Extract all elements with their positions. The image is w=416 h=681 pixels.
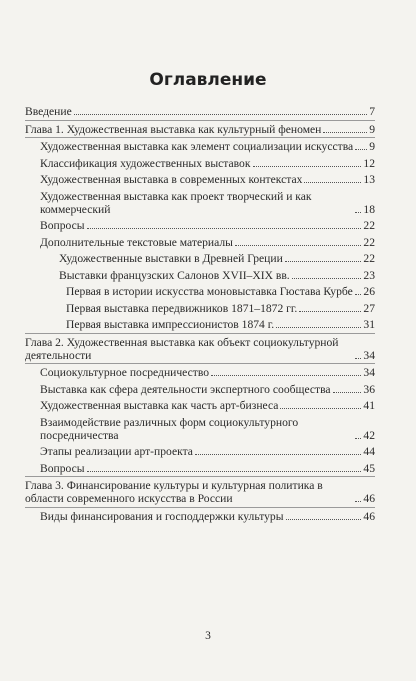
toc-dot-leader [355, 501, 361, 502]
toc-entry-title: Этапы реализации арт-проекта [40, 445, 193, 458]
toc-dot-leader [323, 132, 367, 133]
toc-entry [25, 476, 375, 507]
toc-entry-title: Глава 1. Художественная выставка как культурный феномен [25, 122, 322, 136]
toc-dot-leader [299, 311, 361, 312]
toc-entry-page: 9 [369, 122, 375, 136]
toc-dot-leader [355, 212, 361, 213]
toc-dot-leader [87, 228, 362, 229]
toc-dot-leader [285, 261, 362, 262]
toc-entry-page: 41 [363, 399, 375, 412]
toc-entry [25, 397, 375, 414]
toc-entry-title: Взаимодействие различных форм социокультурного посредничества [40, 415, 299, 442]
toc-dot-leader [253, 166, 362, 167]
toc-entry-page: 22 [363, 252, 375, 265]
toc-dot-leader [355, 438, 361, 439]
toc-entry-title: Социокультурное посредничество [40, 366, 210, 379]
toc-entry [25, 316, 375, 333]
toc-entry-title: Художественная выставка в современных контекстах [40, 173, 303, 186]
toc-entry-page: 18 [363, 202, 375, 216]
toc-entry [25, 283, 375, 300]
toc-entry [25, 137, 375, 155]
toc-dot-leader [292, 278, 362, 279]
toc-entry-title: Вопросы [40, 461, 85, 475]
toc-entry-page: 31 [363, 318, 375, 331]
toc-entry-title: Вопросы [40, 219, 85, 232]
toc-entry-title: Введение [25, 105, 72, 118]
toc-entry-page: 9 [369, 140, 375, 153]
toc-entry-title: Первая выставка передвижников 1871–1872 гг. [66, 301, 298, 315]
page-title: Оглавление [149, 70, 267, 90]
toc-entry-title: Виды финансирования и господдержки культуры [40, 509, 284, 523]
toc-entry-page: 42 [363, 428, 375, 442]
toc-entry-page: 46 [363, 509, 375, 523]
toc-dot-leader [333, 392, 362, 393]
toc-entry-page: 44 [363, 445, 375, 458]
toc-entry-page: 46 [363, 492, 375, 505]
toc-entry [25, 333, 375, 364]
toc-entry-page: 27 [363, 301, 375, 315]
page-number: 3 [205, 630, 211, 642]
toc-entry-page: 13 [363, 173, 375, 186]
toc-dot-leader [355, 358, 361, 359]
toc-dot-leader [304, 182, 361, 183]
toc-entry-title: Глава 2. Художественная выставка как объект социокультурной деятельности [25, 335, 339, 362]
toc-entry-title: Дополнительные текстовые материалы [40, 235, 233, 249]
toc-dot-leader [355, 149, 367, 150]
toc-entry-title: Первая в истории искусства моновыставка Гюстава Курбе [66, 285, 353, 298]
toc-entry-title: Выставки французских Салонов XVII–XIX вв. [59, 268, 290, 282]
toc-entry [25, 443, 375, 460]
toc-dot-leader [235, 245, 361, 246]
toc-entry-page: 36 [363, 382, 375, 396]
toc-dot-leader [87, 471, 362, 472]
toc-dot-leader [286, 519, 362, 520]
toc-dot-leader [355, 294, 362, 295]
toc-entry [25, 120, 375, 138]
toc-entry-title: Художественная выставка как элемент социализации искусства [40, 140, 354, 153]
toc-entry [25, 171, 375, 188]
toc-entry [25, 300, 375, 317]
toc-entry [25, 507, 375, 525]
toc-entry [25, 103, 375, 120]
toc-entry-page: 12 [363, 156, 375, 170]
toc-entry [25, 363, 375, 381]
toc-entry [25, 460, 375, 477]
toc-entry-page: 22 [363, 219, 375, 232]
toc-entry [25, 250, 375, 267]
toc-entry-title: Художественная выставка как проект творческий и как коммерческий [40, 189, 312, 216]
toc-dot-leader [276, 327, 361, 328]
toc-entry [25, 217, 375, 234]
toc-entry-page: 22 [363, 235, 375, 249]
toc-entry [25, 414, 375, 444]
toc-entry [25, 381, 375, 398]
toc-dot-leader [211, 375, 361, 376]
toc-entry-title: Художественная выставка как часть арт-бизнеса [40, 399, 279, 412]
toc-dot-leader [280, 408, 361, 409]
toc-dot-leader [195, 454, 361, 455]
table-of-contents [25, 103, 375, 524]
toc-entry-title: Выставка как сфера деятельности экспертного сообщества [40, 382, 331, 396]
toc-entry-page: 34 [363, 348, 375, 362]
toc-entry [25, 155, 375, 172]
toc-dot-leader [74, 114, 367, 115]
toc-entry-title: Глава 3. Финансирование культуры и культурная политика в области современного искусства в России [25, 479, 323, 505]
toc-entry-page: 7 [369, 105, 375, 118]
toc-entry-page: 45 [363, 461, 375, 475]
toc-entry [25, 234, 375, 251]
toc-entry-title: Классификация художественных выставок [40, 156, 251, 170]
toc-entry [25, 188, 375, 218]
toc-entry-title: Художественные выставки в Древней Греции [59, 252, 283, 265]
toc-entry-page: 23 [363, 268, 375, 282]
toc-entry-page: 34 [363, 366, 375, 379]
toc-entry-page: 26 [363, 285, 375, 298]
toc-entry [25, 267, 375, 284]
toc-entry-title: Первая выставка импрессионистов 1874 г. [66, 318, 275, 331]
